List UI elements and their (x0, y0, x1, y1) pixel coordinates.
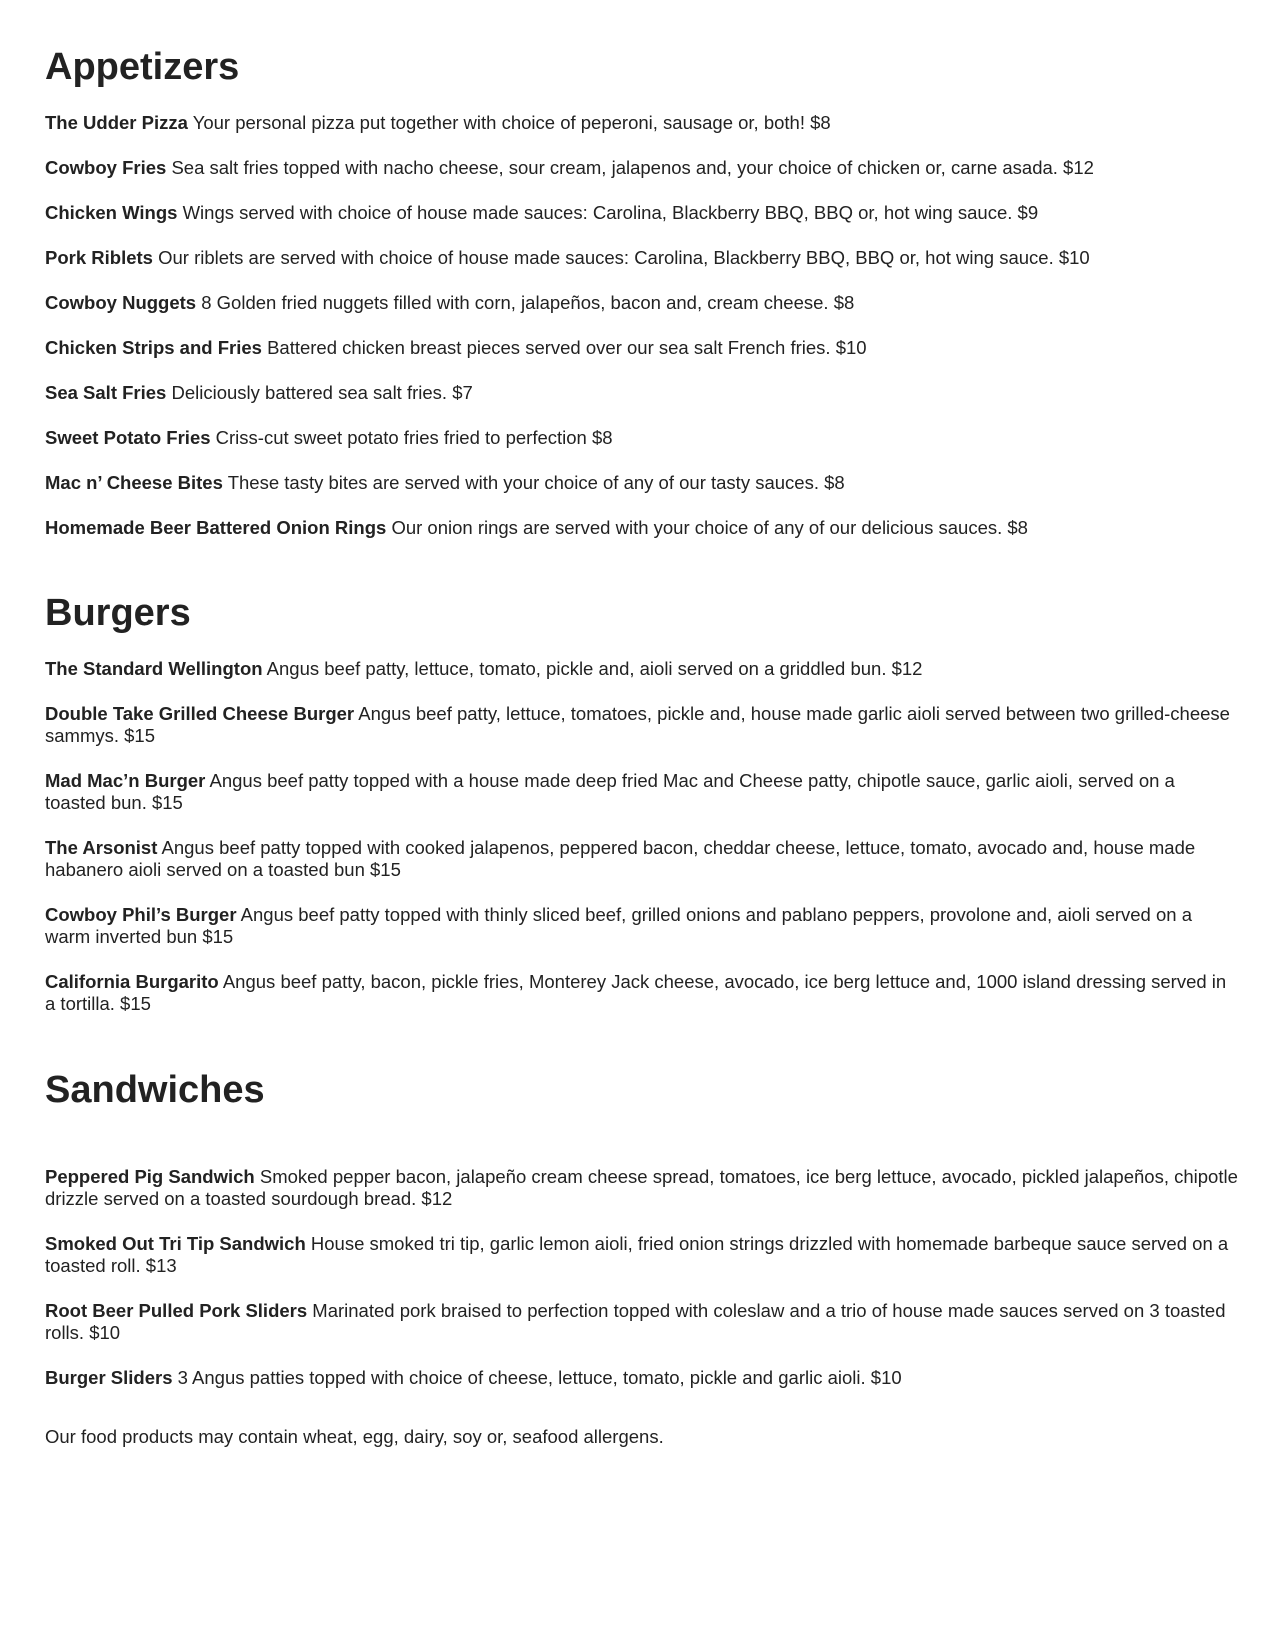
item-name: Pork Riblets (45, 247, 153, 268)
item-name: Sea Salt Fries (45, 382, 167, 403)
item-name: Mad Mac’n Burger (45, 770, 206, 791)
item-description: Smoked pepper bacon, jalapeño cream cheese spread, tomatoes, ice berg lettuce, avocado, pickled jalapeños, chipotle drizzle served on a toasted sourdough bread. $12 (45, 1166, 1238, 1209)
item-description: Our onion rings are served with your choice of any of our delicious sauces. $8 (391, 517, 1028, 538)
menu-item (45, 247, 1240, 269)
menu-item (45, 658, 1240, 680)
menu-item (45, 382, 1240, 404)
menu-item (45, 904, 1240, 948)
menu-item (45, 1166, 1240, 1210)
item-name: The Arsonist (45, 837, 158, 858)
menu-item-list (45, 112, 1240, 539)
item-name: Cowboy Phil’s Burger (45, 904, 237, 925)
menu-item-list (45, 1166, 1240, 1389)
item-name: Smoked Out Tri Tip Sandwich (45, 1233, 306, 1254)
item-name: Root Beer Pulled Pork Sliders (45, 1300, 308, 1321)
menu-item (45, 971, 1240, 1015)
menu-item (45, 427, 1240, 449)
item-description: Your personal pizza put together with choice of peperoni, sausage or, both! $8 (192, 112, 831, 133)
menu-item (45, 517, 1240, 539)
item-name: Homemade Beer Battered Onion Rings (45, 517, 387, 538)
item-name: Cowboy Fries (45, 157, 167, 178)
item-description: Angus beef patty, bacon, pickle fries, Monterey Jack cheese, avocado, ice berg lettuce and, 1000 island dressing served in a tortilla. $15 (45, 971, 1227, 1014)
item-description: Angus beef patty topped with thinly sliced beef, grilled onions and pablano peppers, provolone and, aioli served on a warm inverted bun $15 (45, 904, 1192, 947)
item-name: Burger Sliders (45, 1367, 173, 1388)
item-description: Angus beef patty topped with cooked jalapenos, peppered bacon, cheddar cheese, lettuce, tomato, avocado and, house made habanero aioli served on a toasted bun $15 (45, 837, 1196, 880)
item-description: These tasty bites are served with your choice of any of our tasty sauces. $8 (227, 472, 845, 493)
item-description: Angus beef patty topped with a house made deep fried Mac and Cheese patty, chipotle sauce, garlic aioli, served on a toasted bun. $15 (45, 770, 1175, 813)
menu-item (45, 1300, 1240, 1344)
section-burgers (45, 591, 1240, 1015)
item-description: Battered chicken breast pieces served over our sea salt French fries. $10 (267, 337, 867, 358)
item-name: Sweet Potato Fries (45, 427, 211, 448)
allergen-note: Our food products may contain wheat, egg, dairy, soy or, seafood allergens. (45, 1426, 664, 1447)
menu-item (45, 770, 1240, 814)
item-name: California Burgarito (45, 971, 219, 992)
item-description: Wings served with choice of house made sauces: Carolina, Blackberry BBQ, BBQ or, hot wing sauce. $9 (182, 202, 1039, 223)
menu-item (45, 1367, 1240, 1389)
item-description: Angus beef patty, lettuce, tomatoes, pickle and, house made garlic aioli served between two grilled-cheese sammys. $15 (45, 703, 1230, 746)
section-appetizers (45, 45, 1240, 539)
section-sandwiches (45, 1068, 1240, 1389)
menu-item (45, 472, 1240, 494)
menu-item (45, 703, 1240, 747)
item-description: 3 Angus patties topped with choice of cheese, lettuce, tomato, pickle and garlic aioli. $10 (177, 1367, 902, 1388)
item-name: Peppered Pig Sandwich (45, 1166, 255, 1187)
section-title: Sandwiches (45, 1069, 265, 1111)
menu-item (45, 1233, 1240, 1277)
menu-item (45, 837, 1240, 881)
item-name: Chicken Strips and Fries (45, 337, 262, 358)
item-description: Sea salt fries topped with nacho cheese, sour cream, jalapenos and, your choice of chicken or, carne asada. $12 (171, 157, 1094, 178)
section-title: Appetizers (45, 46, 240, 88)
item-name: The Udder Pizza (45, 112, 188, 133)
item-description: Criss-cut sweet potato fries fried to perfection $8 (215, 427, 613, 448)
menu-item (45, 337, 1240, 359)
item-description: Our riblets are served with choice of house made sauces: Carolina, Blackberry BBQ, BBQ or, hot wing sauce. $10 (158, 247, 1090, 268)
item-description: House smoked tri tip, garlic lemon aioli, fried onion strings drizzled with homemade barbeque sauce served on a toasted roll. $13 (45, 1233, 1229, 1276)
menu-item (45, 202, 1240, 224)
item-name: Cowboy Nuggets (45, 292, 197, 313)
item-name: The Standard Wellington (45, 658, 263, 679)
menu-item (45, 292, 1240, 314)
item-name: Chicken Wings (45, 202, 178, 223)
menu-item (45, 112, 1240, 134)
item-description: Deliciously battered sea salt fries. $7 (171, 382, 473, 403)
item-description: 8 Golden fried nuggets filled with corn, jalapeños, bacon and, cream cheese. $8 (201, 292, 855, 313)
menu-item (45, 157, 1240, 179)
section-title: Burgers (45, 592, 191, 634)
item-name: Mac n’ Cheese Bites (45, 472, 223, 493)
menu-item-list (45, 658, 1240, 1015)
item-description: Angus beef patty, lettuce, tomato, pickle and, aioli served on a griddled bun. $12 (266, 658, 923, 679)
item-description: Marinated pork braised to perfection topped with coleslaw and a trio of house made sauces served on 3 toasted rolls. $10 (45, 1300, 1226, 1343)
item-name: Double Take Grilled Cheese Burger (45, 703, 355, 724)
